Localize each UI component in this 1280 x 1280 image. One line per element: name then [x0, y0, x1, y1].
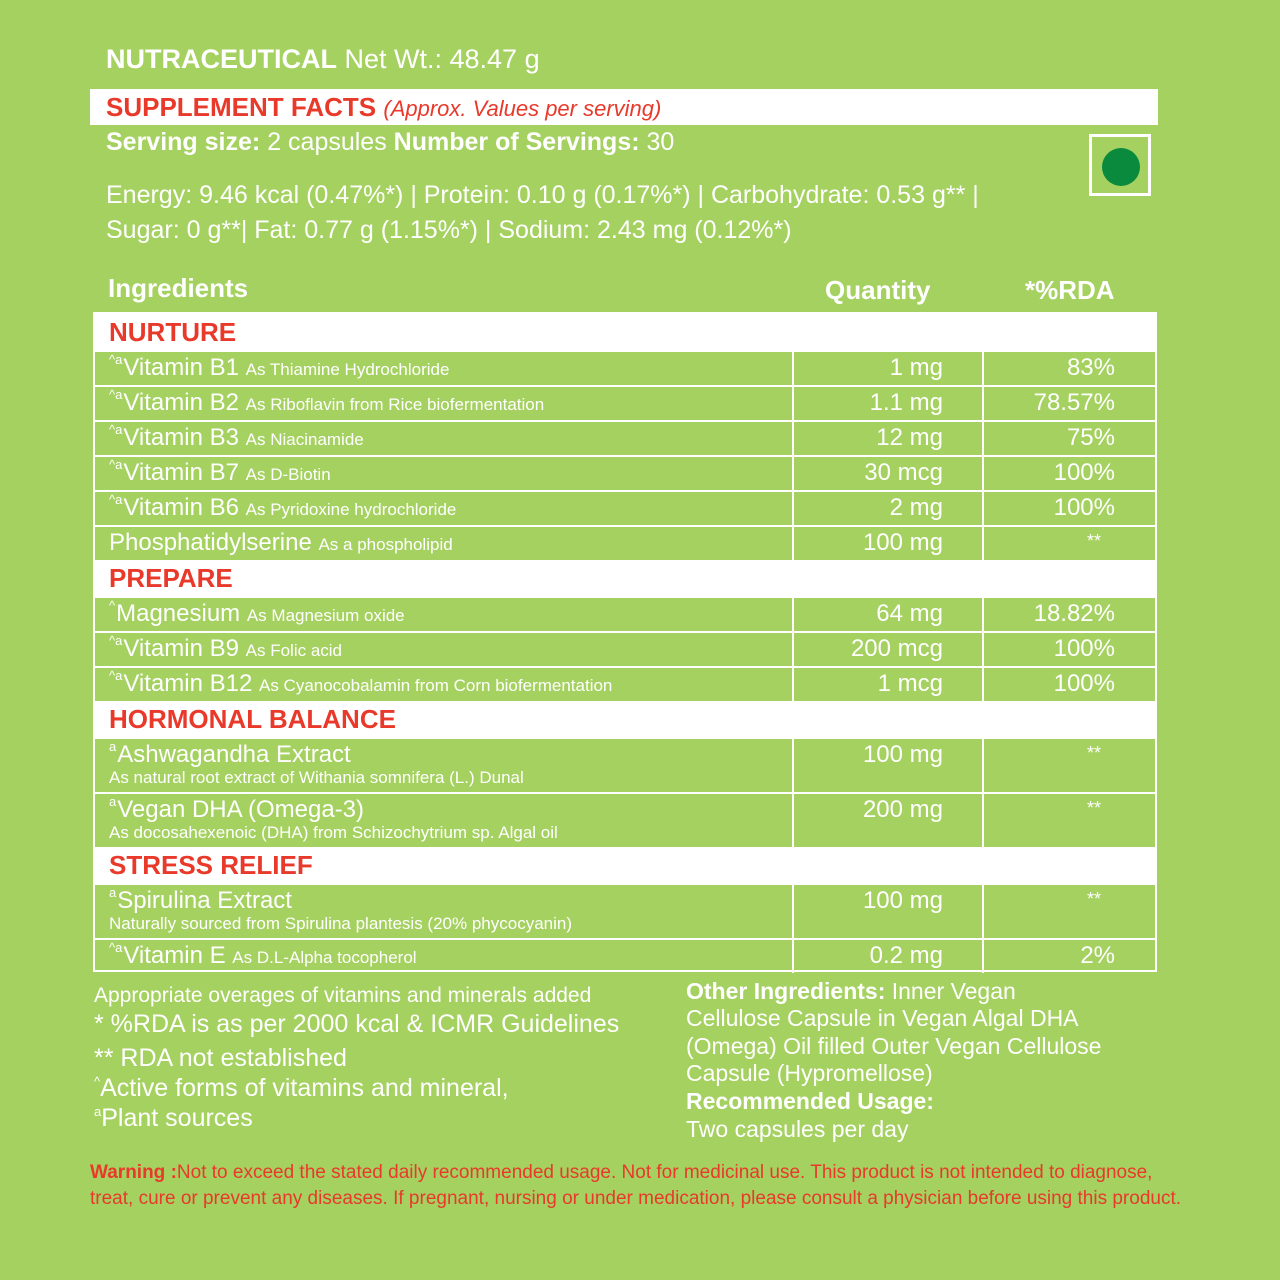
ingredient-label: Vitamin B1 [123, 354, 239, 381]
ingredients-table [93, 312, 1157, 972]
note-plant-sources: $^a$Plant sources [94, 1104, 253, 1132]
ingredient-name [109, 942, 417, 970]
table-row [95, 666, 1155, 701]
section-header [95, 314, 1155, 350]
warning-body: Not to exceed the stated daily recommended usage. Not for medicinal use. This product is not intended to diagnose, treat, cure or prevent any diseases. If pregnant, nursing or under medication, please consult a physician before using this product. [90, 1162, 1182, 1209]
ingredient-quantity: 30 mcg [864, 459, 943, 486]
ingredient-mark: ^a [109, 668, 123, 683]
ingredient-mark: a [109, 739, 117, 754]
ingredient-quantity: 100 mg [862, 887, 943, 914]
ingredient-label: Spirulina Extract [117, 887, 292, 914]
ingredient-rda: 100% [1053, 459, 1115, 486]
ingredient-quantity: 2 mg [889, 494, 943, 521]
note-active-forms: ^Active forms of vitamins and mineral, [94, 1074, 509, 1102]
ingredient-mark: ^a [109, 387, 123, 402]
supplement-facts-label: SUPPLEMENT FACTS [106, 92, 377, 122]
ingredient-description: As Cyanocobalamin from Corn biofermentation [258, 676, 613, 695]
ingredient-quantity: 200 mg [862, 796, 943, 823]
ingredient-quantity: 200 mcg [850, 635, 943, 662]
warning-text [90, 1160, 1190, 1212]
ingredient-rda: 100% [1053, 635, 1115, 662]
ingredient-name [109, 424, 364, 452]
ingredient-rda: ** [1086, 743, 1101, 763]
ingredient-name [109, 354, 449, 382]
ingredient-rda: 2% [1080, 942, 1115, 969]
serving-info [106, 128, 674, 157]
product-category: NUTRACEUTICAL [106, 44, 337, 74]
ingredient-description: As Thiamine Hydrochloride [245, 360, 450, 379]
other-ingredients-line-1 [686, 978, 1016, 1005]
servings-count-label: Number of Servings: [393, 128, 640, 156]
ingredient-name [109, 389, 544, 417]
ingredient-label: Vitamin B9 [123, 635, 239, 662]
table-row [95, 385, 1155, 420]
other-ingredients-line-4: Capsule (Hypromellose) [686, 1060, 933, 1086]
ingredient-mark: ^a [109, 940, 123, 955]
ingredient-name [109, 459, 331, 487]
header-line [106, 44, 540, 75]
section-header [95, 701, 1155, 737]
ingredient-rda: 75% [1066, 424, 1115, 451]
supplement-facts-bar [90, 89, 1158, 125]
ingredient-description: As Pyridoxine hydrochloride [245, 500, 457, 519]
table-row [95, 455, 1155, 490]
ingredient-mark: ^a [109, 457, 123, 472]
ingredient-name [109, 529, 453, 557]
ingredient-quantity: 100 mg [862, 741, 943, 768]
table-row [95, 737, 1155, 792]
ingredient-source: As docosahexenoic (DHA) from Schizochytrium sp. Algal oil [109, 823, 558, 842]
ingredient-quantity: 64 mg [876, 600, 943, 627]
table-row [95, 350, 1155, 385]
other-ingredients-text-1: Inner Vegan [891, 978, 1016, 1004]
ingredient-label: Vitamin B2 [123, 389, 239, 416]
ingredient-label: Vitamin B3 [123, 424, 239, 451]
ingredient-label: Ashwagandha Extract [117, 741, 351, 768]
ingredient-quantity: 0.2 mg [869, 942, 943, 969]
ingredient-quantity: 1.1 mg [869, 389, 943, 416]
ingredient-rda: 100% [1053, 494, 1115, 521]
table-row [95, 792, 1155, 847]
servings-count-value: 30 [646, 128, 675, 156]
note-rda-basis: * %RDA is as per 2000 kcal & ICMR Guidelines [94, 1010, 620, 1038]
ingredient-label: Vegan DHA (Omega-3) [117, 796, 365, 823]
ingredient-description: As Folic acid [245, 641, 343, 660]
supplement-facts-title [106, 92, 661, 123]
section-title: PREPARE [109, 563, 233, 593]
ingredient-quantity: 1 mg [889, 354, 943, 381]
section-header [95, 847, 1155, 883]
ingredient-description: As a phospholipid [318, 535, 453, 554]
ingredient-description: As Magnesium oxide [246, 606, 405, 625]
section-title: HORMONAL BALANCE [109, 704, 396, 734]
vegetarian-symbol-icon [1089, 134, 1151, 196]
ingredient-rda: ** [1086, 889, 1101, 909]
ingredient-quantity: 12 mg [876, 424, 943, 451]
ingredient-rda: 18.82% [1033, 600, 1115, 627]
ingredient-quantity: 100 mg [862, 529, 943, 556]
ingredient-mark: ^a [109, 492, 123, 507]
energy-line-1: Energy: 9.46 kcal (0.47%*) | Protein: 0.10 g (0.17%*) | Carbohydrate: 0.53 g** | [106, 181, 979, 209]
table-row [95, 631, 1155, 666]
energy-line-2: Sugar: 0 g**| Fat: 0.77 g (1.15%*) | Sodium: 2.43 mg (0.12%*) [106, 216, 792, 244]
other-ingredients-label: Other Ingredients: [686, 978, 886, 1004]
ingredient-name [109, 796, 364, 824]
ingredient-source: As natural root extract of Withania somnifera (L.) Dunal [109, 768, 524, 787]
ingredient-label: Magnesium [116, 600, 247, 627]
other-ingredients-line-3: (Omega) Oil filled Outer Vegan Cellulose [686, 1033, 1102, 1059]
ingredient-name [109, 670, 612, 698]
ingredient-label: Vitamin E [123, 942, 226, 969]
ingredient-mark: a [109, 794, 117, 809]
section-header [95, 560, 1155, 596]
table-row [95, 525, 1155, 560]
ingredient-rda: ** [1086, 798, 1101, 818]
section-title: STRESS RELIEF [109, 850, 313, 880]
ingredient-name [109, 494, 456, 522]
section-title: NURTURE [109, 317, 237, 347]
ingredient-mark: ^a [109, 633, 123, 648]
table-row [95, 420, 1155, 455]
serving-size-value: 2 capsules [267, 128, 387, 156]
ingredient-mark: ^a [109, 422, 123, 437]
ingredient-source: Naturally sourced from Spirulina plantesis (20% phycocyanin) [109, 914, 572, 933]
note-overages: Appropriate overages of vitamins and minerals added [94, 984, 592, 1007]
ingredient-description: As D-Biotin [245, 465, 331, 484]
column-header-quantity: Quantity [825, 275, 931, 305]
recommended-usage-label: Recommended Usage: [686, 1088, 934, 1114]
table-row [95, 490, 1155, 525]
serving-size-label: Serving size: [106, 128, 261, 156]
ingredient-description: As Riboflavin from Rice biofermentation [245, 395, 545, 414]
table-row [95, 596, 1155, 631]
ingredient-mark: ^a [109, 352, 123, 367]
note-rda-not-established: ** RDA not established [94, 1044, 347, 1072]
table-row [95, 883, 1155, 938]
column-header-ingredients: Ingredients [108, 273, 249, 303]
ingredient-label: Phosphatidylserine [109, 529, 312, 556]
column-header-rda: *%RDA [1025, 275, 1115, 305]
ingredient-name [109, 887, 292, 915]
ingredient-mark: a [109, 885, 117, 900]
table-row [95, 938, 1155, 973]
ingredient-rda: 83% [1066, 354, 1115, 381]
ingredient-label: Vitamin B12 [123, 670, 253, 697]
ingredient-label: Vitamin B7 [123, 459, 239, 486]
ingredient-name [109, 741, 351, 769]
ingredient-name [109, 600, 405, 628]
ingredient-rda: 78.57% [1033, 389, 1115, 416]
ingredient-name [109, 635, 342, 663]
ingredient-label: Vitamin B6 [123, 494, 239, 521]
net-weight: Net Wt.: 48.47 g [344, 44, 540, 74]
ingredient-rda: 100% [1053, 670, 1115, 697]
ingredient-rda: ** [1086, 531, 1101, 551]
other-ingredients-line-2: Cellulose Capsule in Vegan Algal DHA [686, 1005, 1079, 1031]
recommended-usage-text: Two capsules per day [686, 1116, 909, 1142]
ingredient-quantity: 1 mcg [877, 670, 943, 697]
ingredient-mark: ^ [109, 598, 116, 613]
approx-values-note: (Approx. Values per serving) [383, 96, 662, 121]
ingredient-description: As D.L-Alpha tocopherol [232, 948, 417, 967]
ingredient-description: As Niacinamide [245, 430, 364, 449]
warning-label: Warning : [90, 1162, 177, 1183]
